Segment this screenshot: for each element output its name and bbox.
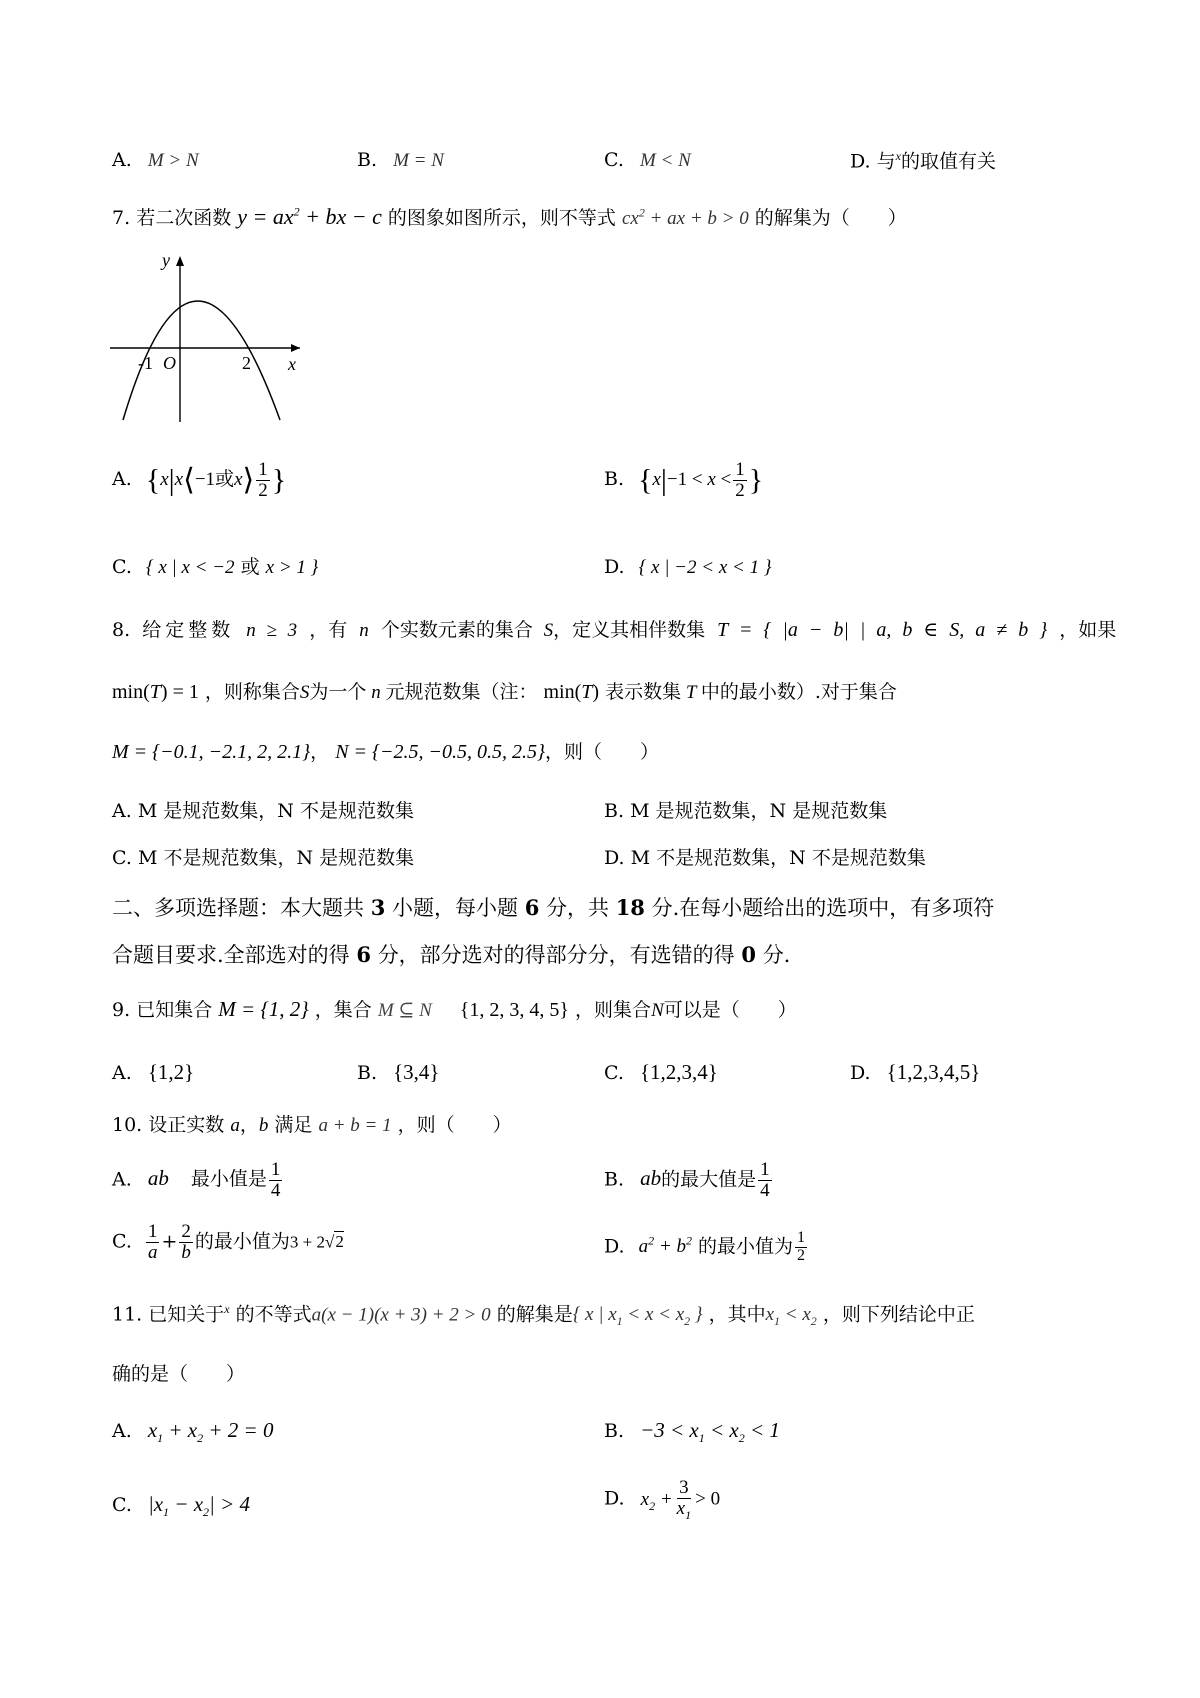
- q11-stem-line2: 确的是（ ）: [112, 1363, 246, 1385]
- q8-stem-line1: 8. 给定整数 n ≥ 3 ，有 n 个实数元素的集合 S，定义其相伴数集 T = { |a − b| | a, b ∈ S, a ≠ b } ，如果: [112, 619, 1117, 641]
- q8-option-b: B. M 是规范数集，N 是规范数集: [604, 800, 888, 822]
- q10-stem: 10. 设正实数 a，b 满足 a + b = 1 ，则（ ）: [112, 1114, 512, 1136]
- q8-stem-line3: M = {−0.1, −2.1, 2, 2.1}， N = {−2.5, −0.5, 0.5, 2.5}，则（ ）: [112, 741, 660, 763]
- q10-option-d: D. $a^2 + b^2$ 的最小值为 $\frac{1}{2}$: [604, 1229, 806, 1264]
- q11-option-b: B. $-3 < x_1 < x_2 < 1$: [604, 1418, 780, 1446]
- q6-option-a: A. M > N: [112, 149, 199, 171]
- q9-option-a: A. {1,2}: [112, 1060, 195, 1084]
- q7-stem: 7. 若二次函数 $y = ax^2$ + bx − c 的图象如图所示，则不等式 $cx^2$ + ax + b > 0 的解集为（ ）: [112, 204, 907, 229]
- q10-option-a: A. ab 最小值是 $\frac{1}{4}$: [112, 1159, 281, 1201]
- neg-one-label: -1: [138, 353, 153, 373]
- q10-option-b: B. ab的最大值是 $\frac{1}{4}$: [604, 1159, 770, 1201]
- q9-option-b: B. {3,4}: [357, 1060, 440, 1084]
- q8-option-c: C. M 不是规范数集，N 是规范数集: [112, 847, 415, 869]
- q7-option-a: A. {x|x⟨−1或x⟩ $\frac{1}{2}$ }: [112, 459, 287, 501]
- x-axis-label: x: [288, 354, 296, 374]
- q7-option-b: B. {x|−1 < x < $\frac{1}{2}$ }: [604, 459, 764, 501]
- two-label: 2: [242, 353, 251, 373]
- q6-option-d: D. 与$^x$的取值有关: [850, 149, 997, 173]
- q8-stem-line2: min(T) = 1 ，则称集合S为一个 n 元规范数集（注： min(T) 表示数集 T 中的最小数）.对于集合: [112, 681, 897, 703]
- q6-option-c: C. M < N: [604, 149, 691, 171]
- section2-header-line1: 二、多项选择题：本大题共 3 小题，每小题 6 分，共 18 分.在每小题给出的选项中，有多项符: [112, 895, 995, 920]
- q11-stem-line1: 11. 已知关于$^x$ 的不等式a(x − 1)(x + 3) + 2 > 0 的解集是{ x | $x_1 < x < x_2$ } ，其中$x_1 < x_2$ ，则下列结论中正: [112, 1302, 975, 1329]
- q9-stem: 9. 已知集合 M = {1, 2} ，集合 M ⊆ N {1, 2, 3, 4, 5} ，则集合N可以是（ ）: [112, 997, 797, 1021]
- y-axis-arrow: [176, 256, 184, 266]
- q6-option-b: B. M = N: [357, 149, 444, 171]
- q7-option-d: D. { x | −2 < x < 1 }: [604, 556, 772, 578]
- section2-header-line2: 合题目要求.全部选对的得 6 分，部分选对的得部分分，有选错的得 0 分.: [112, 942, 791, 967]
- q11-option-a: A. $x_1 + x_2 + 2 = 0$: [112, 1418, 274, 1446]
- q7-option-c: C. { x | x < −2 或 x > 1 }: [112, 556, 319, 578]
- q11-option-d: D. $x_2$ + $\frac{3}{x_1}$ > 0: [604, 1477, 721, 1522]
- q10-option-c: C. $\frac{1}{a}$ + $\frac{2}{b}$ 的最小值为3 + 2√2: [112, 1221, 344, 1263]
- origin-label: O: [163, 353, 176, 373]
- q11-option-c: C. $|x_1 - x_2| > 4$: [112, 1492, 250, 1520]
- x-axis-arrow: [291, 344, 300, 352]
- q8-option-d: D. M 不是规范数集，N 不是规范数集: [604, 847, 926, 869]
- q7-parabola-graph: [110, 250, 310, 425]
- q8-option-a: A. M 是规范数集，N 不是规范数集: [112, 800, 414, 822]
- q9-option-d: D. {1,2,3,4,5}: [850, 1060, 981, 1084]
- y-axis-label: y: [162, 250, 170, 270]
- q9-option-c: C. {1,2,3,4}: [604, 1060, 718, 1084]
